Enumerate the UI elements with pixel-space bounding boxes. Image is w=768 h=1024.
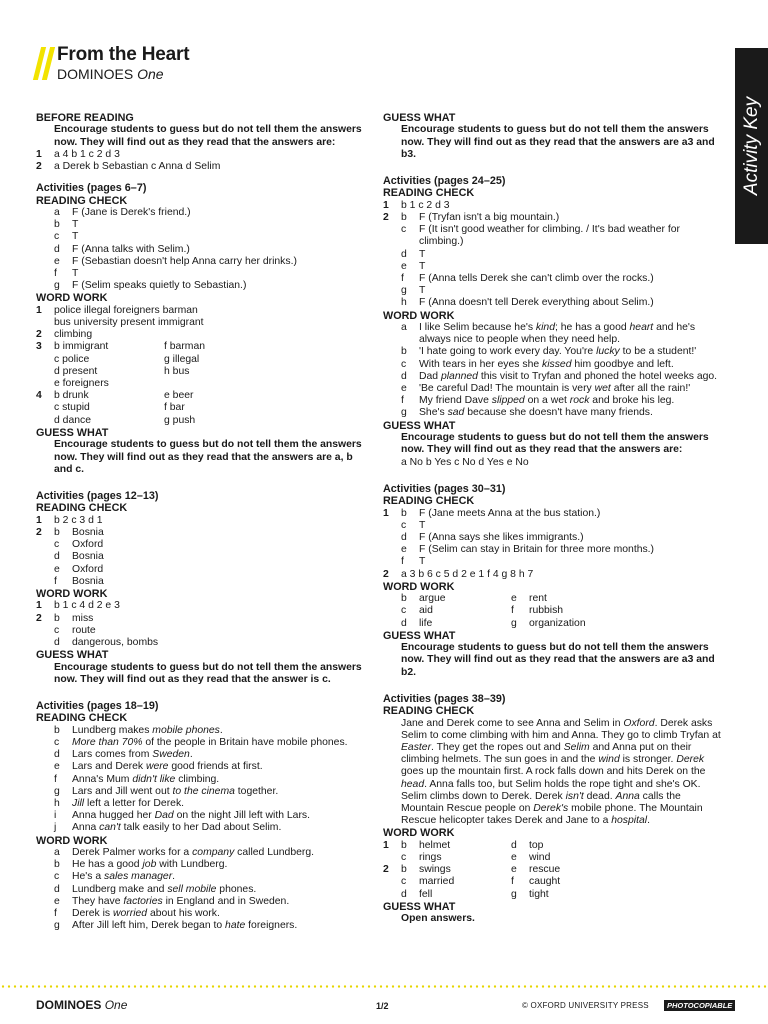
subsection-heading: READING CHECK — [383, 187, 475, 200]
copyright: © OXFORD UNIVERSITY PRESS — [522, 1001, 649, 1010]
subsection-heading: WORD WORK — [36, 292, 108, 305]
instruction-text: Encourage students to guess but do not tell them the answers now. They will find out as they read that the answer is c. — [54, 661, 362, 685]
section-heading: Activities (pages 12–13) — [36, 489, 159, 502]
subsection-heading: GUESS WHAT — [383, 900, 456, 913]
instruction-text: Open answers. — [401, 913, 475, 925]
instruction-text: Encourage students to guess but do not tell them the answers now. They will find out as they read that the answers are a, b and c. — [54, 439, 362, 475]
subsection-heading: GUESS WHAT — [36, 649, 109, 662]
series-subtitle: DOMINOES One — [57, 66, 164, 82]
page-number: 1/2 — [376, 1001, 389, 1011]
page-title: From the Heart — [57, 44, 190, 65]
subsection-heading: GUESS WHAT — [383, 112, 456, 124]
subsection-heading: READING CHECK — [36, 712, 128, 725]
instruction-text: Encourage students to guess but do not tell them the answers now. They will find out as they read that the answers are: — [54, 124, 362, 148]
subsection-heading: WORD WORK — [383, 827, 455, 840]
right-column: GUESS WHAT Encourage students to guess but do not tell them the answers now. They will find out as they read that the answers are a3 and b3. Activities (pages 24–25) READING CHECK 1 b 1 c 2 d 3 2 b F (Tryfan isn't a big mountain.) c F (It isn't good weather for climbing. / It's bad weather for climbing.) d T e T f F (Anna tells Derek she can't climb over the rocks.) g T h F (Anna doesn't tell Derek everything about Selim.) WORD WORK a I like Selim because he's kind; he has a good heart and he's always nice to people when they need help. b 'I hate going to work every day. You're lucky to be a student!' c With tears in her eyes she kissed him goodbye and left. d Dad planned this visit to Tryfan and phoned the hotel weeks ago. e 'Be careful Dad! The mountain is very wet after all the rain!' f My friend Dave slipped on a wet rock and broke his leg. g She's sad because she doesn't have many friends. GUESS WHAT Encourage students to guess but do not tell them the answers now. They will find out as they read that the answers are: a No b Yes c No d Yes e No Activities (pages 30–31) READING CHECK 1 b F (Jane meets Anna at the bus station.) c T d F (Anna says she likes immigrants.) e F (Selim can stay in Britain for three more months.) f T 2 a 3 b 6 c 5 d 2 e 1 f 4 g 8 h 7 WORD WORK b argue e rent c aid f rubbish d life g organization GUESS WHAT Encourage students to guess but do not tell them the answers now. They will find out as they read that the answers are a3 and b2. Activities (pages 38–39) READING CHECK Jane and Derek come to see Anna and Selim in Oxford. Derek asks Selim to come climbing with him and Anna. They go to climb Tryfan at Easter. They get the ropes out and Selim and Anna put on their climbing helmets. The sun goes in and the wind is stronger. Derek goes up the mountain first. A rock falls down and hits Derek on the head. Anna falls too, but Selim holds the rope tight and she's OK. Selim climbs down to Derek. Derek isn't dead. Anna calls the Mountain Rescue people on Derek's mobile phone. The Mountain Rescue helicopter takes Derek and Jane to a hospital. WORD WORK 1 b helmet d top c rings e wind 2 b swings e rescue c married f caught d fell g tight GUESS WHAT Open answers. — [383, 112, 723, 925]
photocopiable-badge: PHOTOCOPIABLE — [664, 1000, 735, 1011]
subsection-heading: READING CHECK — [383, 705, 475, 718]
activity-key-tab: Activity Key — [735, 48, 768, 244]
section-heading: Activities (pages 38–39) — [383, 692, 506, 705]
subsection-heading: READING CHECK — [36, 502, 128, 515]
section-heading: Activities (pages 30–31) — [383, 482, 506, 495]
subsection-heading: WORD WORK — [383, 309, 455, 322]
instruction-text: Encourage students to guess but do not tell them the answers now. They will find out as they read that the answers are a3 and b2. — [401, 642, 715, 678]
left-column: BEFORE READING Encourage students to guess but do not tell them the answers now. They will find out as they read that the answers are: 1 a 4 b 1 c 2 d 3 2 a Derek b Sebastian c Anna d Selim Activities (pages 6–7) READING CHECK a F (Jane is Derek's friend.) b T c T d F (Anna talks with Selim.) e F (Sebastian doesn't help Anna carry her drinks.) f T g F (Selim speaks quietly to Sebastian.) WORD WORK 1 police illegal foreigners barman bus university present immigrant 2 climbing 3 b immigrant f barman c police g illegal d present h bus e foreigners 4 b drunk e beer c stupid f bar d dance g push GUESS WHAT Encourage students to guess but do not tell them the answers now. They will find out as they read that the answers are a, b and c. Activities (pages 12–13) READING CHECK 1 b 2 c 3 d 1 2 b Bosnia c Oxford d Bosnia e Oxford f Bosnia WORD WORK 1 b 1 c 4 d 2 e 3 2 b miss c route d dangerous, bombs GUESS WHAT Encourage students to guess but do not tell them the answers now. They will find out as they read that the answer is c. Activities (pages 18–19) READING CHECK b Lundberg makes mobile phones. c More than 70% of the people in Britain have mobile phones. d Lars comes from Sweden. e Lars and Derek were good friends at first. f Anna's Mum didn't like climbing. g Lars and Jill went out to the cinema together. h Jill left a letter for Derek. i Anna hugged her Dad on the night Jill left with Lars. j Anna can't talk easily to her Dad about Selim. WORD WORK a Derek Palmer works for a company called Lundberg. b He has a good job with Lundberg. c He's a sales manager. d Lundberg make and sell mobile phones. e They have factories in England and in Sweden. f Derek is worried about his work. g After Jill left him, Derek began to hate foreigners. — [36, 112, 366, 932]
section-heading: BEFORE READING — [36, 112, 134, 124]
subsection-heading: READING CHECK — [36, 194, 128, 207]
instruction-text: Encourage students to guess but do not tell them the answers now. They will find out as they read that the answers are: — [401, 432, 709, 456]
answer-line: a Derek b Sebastian c Anna d Selim — [54, 161, 221, 173]
section-heading: Activities (pages 18–19) — [36, 699, 159, 712]
subsection-heading: WORD WORK — [383, 580, 455, 593]
subsection-heading: GUESS WHAT — [383, 629, 456, 642]
footer-divider — [0, 985, 768, 988]
section-heading: Activities (pages 6–7) — [36, 182, 147, 195]
section-heading: Activities (pages 24–25) — [383, 175, 506, 188]
answer-line: a 4 b 1 c 2 d 3 — [54, 148, 120, 160]
subsection-heading: GUESS WHAT — [383, 419, 456, 432]
subsection-heading: WORD WORK — [36, 834, 108, 847]
subsection-heading: READING CHECK — [383, 495, 475, 508]
subsection-heading: GUESS WHAT — [36, 426, 109, 439]
subsection-heading: WORD WORK — [36, 587, 108, 600]
instruction-text: Encourage students to guess but do not tell them the answers now. They will find out as they read that the answers are a3 and b3. — [401, 124, 715, 160]
footer-series: DOMINOES One — [36, 998, 128, 1012]
